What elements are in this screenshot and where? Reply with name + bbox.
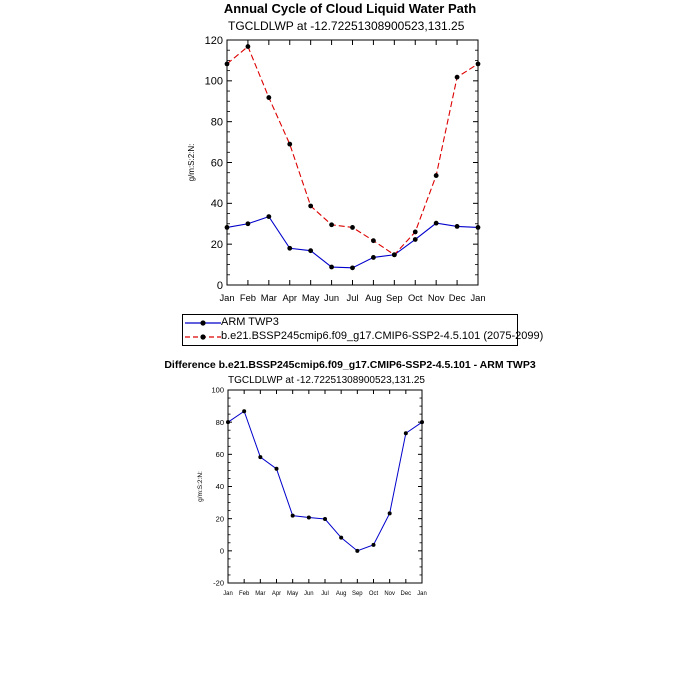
y-tick-label: 100 [211,385,224,395]
x-tick-label: Sep [386,293,403,303]
data-point [266,214,271,219]
legend-label-arm: ARM TWP3 [221,316,279,328]
data-point [291,514,295,518]
data-point [266,95,271,100]
data-point [355,549,359,553]
x-tick-label: Oct [368,591,379,597]
y-tick-label: 40 [215,482,224,492]
x-tick-label: Aug [335,591,347,597]
y-tick-label: 0 [216,279,223,292]
data-point [350,265,355,270]
data-point [476,61,481,66]
plot-frame-0 [227,40,478,285]
data-point [392,252,397,257]
legend-swatch-arm [185,318,221,328]
data-point [308,204,313,209]
x-tick-label: Oct [407,293,423,303]
data-point [225,61,230,66]
data-point [275,467,279,471]
data-point [307,516,311,520]
x-tick-label: Jan [470,293,486,303]
data-point [225,225,230,230]
y-tick-label: 120 [204,34,223,47]
data-point [323,517,327,521]
y-axis-label: g/m:S:2:N: [197,471,204,502]
x-tick-label: May [287,591,299,597]
x-tick-label: Aug [365,293,382,303]
chart-subtitle-1: TGCLDLWP at -12.72251308900523,131.25 [228,19,465,33]
y-tick-label: 80 [215,417,224,427]
x-tick-label: Dec [448,293,466,303]
legend-swatch-model [185,332,221,342]
data-point [388,511,392,515]
x-tick-label: Nov [427,293,445,303]
data-point [350,225,355,230]
x-tick-label: Sep [352,591,363,597]
data-point [404,431,408,435]
data-point [246,44,251,49]
y-tick-label: 60 [215,449,224,459]
x-tick-label: Dec [400,591,412,597]
legend-entry-arm [183,316,517,330]
y-tick-label: -20 [213,578,224,588]
x-tick-label: Jul [346,293,359,303]
x-tick-label: Apr [271,591,282,597]
data-point [371,238,376,243]
data-point [455,224,460,229]
y-tick-label: 0 [219,546,224,556]
chart-subtitle-2: TGCLDLWP at -12.72251308900523,131.25 [228,375,425,386]
data-point [242,409,246,413]
data-point [226,420,230,424]
x-tick-label: Apr [282,293,298,303]
x-tick-label: Jun [304,591,314,597]
data-point [246,221,251,226]
x-tick-label: May [301,293,320,303]
data-point [420,420,424,424]
data-point [413,237,418,242]
y-tick-label: 40 [210,198,223,211]
data-point [434,173,439,178]
data-point [308,248,313,253]
x-tick-label: Mar [260,293,277,303]
plot-frame-1 [228,390,422,583]
data-point [329,222,334,227]
y-tick-label: 100 [204,75,223,88]
legend-label-model: b.e21.BSSP245cmip6.f09_g17.CMIP6-SSP2-4.5.101 (2075-2099) [221,330,544,342]
y-tick-label: 20 [215,514,224,524]
data-point [329,265,334,270]
x-tick-label: Feb [239,293,256,303]
x-tick-label: Mar [255,591,266,597]
x-tick-label: Feb [239,591,250,597]
y-tick-label: 80 [210,116,223,129]
x-tick-label: Jun [324,293,340,303]
x-tick-label: Jul [321,591,329,597]
data-point [476,225,481,230]
data-point [287,246,292,251]
y-axis-label: g/m:S:2:N: [187,143,196,182]
x-tick-label: Jan [219,293,235,303]
chart-title-1: Annual Cycle of Cloud Liquid Water Path [223,1,477,16]
data-point [339,536,343,540]
x-tick-label: Nov [384,591,395,597]
chart-title-2: Difference b.e21.BSSP245cmip6.f09_g17.CMIP6-SSP2-4.5.101 - ARM TWP3 [164,359,536,371]
data-point [372,543,376,547]
y-tick-label: 20 [210,239,223,252]
legend-entry-model [183,330,544,344]
data-point [413,230,418,235]
series-line-0 [227,217,478,268]
x-tick-label: Jan [417,591,427,597]
data-point [434,221,439,226]
y-tick-label: 60 [210,157,223,170]
data-point [455,75,460,80]
series-line-0 [228,411,422,551]
chart-legend [182,314,544,346]
data-point [258,455,262,459]
data-point [287,142,292,147]
data-point [371,255,376,260]
x-tick-label: Jan [223,591,233,597]
